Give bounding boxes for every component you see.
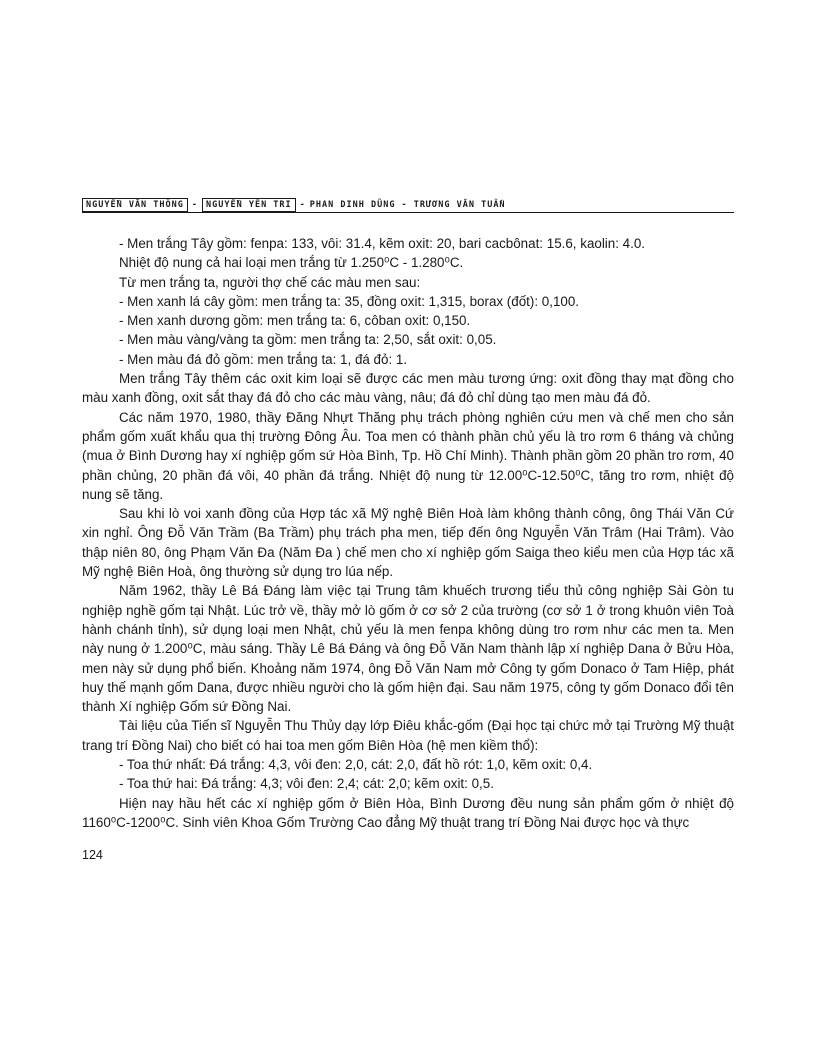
paragraph: - Men màu vàng/vàng ta gồm: men trắng ta: 2,50, sắt oxit: 0,05. [119,332,497,348]
paragraph: Năm 1962, thầy Lê Bá Đáng làm việc tại Trung tâm khuếch trương tiểu thủ công nghiệp Sài Gòn tu nghiệp nghề gốm tại Nhật. Lúc trở về, thầy mở lò gốm ở cơ sở 2 của trường (cơ sở 1 ở trong khuôn viên Toà hành chánh tỉnh), sử dụng loại men Nhật, chủ yếu là men fenpa không dùng tro rơm như các men ta. Men này nung ở 1.200⁰C, màu sáng. Thầy Lê Bá Đáng và ông Đỗ Văn Nam thành lập xí nghiệp Dana ở Bửu Hòa, men này sử dụng phổ biến. Khoảng năm 1974, ông Đỗ Văn Nam mở Công ty gốm Donaco ở Tam Hiệp, phát huy thế mạnh gốm Dana, được nhiều người cho là gốm hiện đại. Sau năm 1975, công ty gốm Donaco đổi tên thành Xí nghiệp Gốm sứ Đồng Nai. [82,583,734,715]
paragraph: - Men xanh lá cây gồm: men trắng ta: 35, đồng oxit: 1,315, borax (đốt): 0,100. [119,293,580,309]
running-header [82,198,732,212]
paragraph: Từ men trắng ta, người thợ chế các màu men sau: [119,274,421,290]
header-author-2: NGUYỄN YÊN TRI [202,198,296,212]
paragraph: - Toa thứ nhất: Đá trắng: 4,3, vôi đen: 2,0, cát: 2,0, đất hồ rót: 1,0, kẽm oxit: 0,4. [119,757,593,773]
header-separator: - [191,200,199,210]
paragraph: Các năm 1970, 1980, thầy Đăng Nhựt Thăng phụ trách phòng nghiên cứu men và chế men cho sản phẩm gốm xuất khẩu qua thị trường Đông Âu. Toa men có thành phần chủ yếu là tro rơm 6 tháng và chủng (mua ở Bình Dương hay xí nghiệp gốm sứ Hòa Bình, Tp. Hồ Chí Minh). Thành phần gồm 20 phần tro rơm, 40 phần chủng, 20 phần đá vôi, 40 phần đá trắng. Nhiệt độ nung từ 12.00⁰C-12.50⁰C, tăng tro rơm, nhiệt độ nung sẽ tăng. [82,409,734,502]
body-text [82,234,734,832]
paragraph: - Men trắng Tây gồm: fenpa: 133, vôi: 31.4, kẽm oxit: 20, bari cacbônat: 15.6, kaolin: 4.0. [119,236,646,251]
paragraph: Tài liệu của Tiến sĩ Nguyễn Thu Thủy dạy lớp Điêu khắc-gốm (Đại học tại chức mở tại Trường Mỹ thuật trang trí Đồng Nai) cho biết có hai toa men gốm Biên Hòa (hệ men kiềm thổ): [82,718,734,753]
paragraph: Hiện nay hầu hết các xí nghiệp gốm ở Biên Hòa, Bình Dương đều nung sản phẩm gốm ở nhiệt độ 1160⁰C-1200⁰C. Sinh viên Khoa Gốm Trường Cao đẳng Mỹ thuật trang trí Đồng Nai được học và thực [82,795,734,830]
paragraph: - Men xanh dương gồm: men trắng ta: 6, côban oxit: 0,150. [119,313,471,329]
header-author-1: NGUYỄN VĂN THÔNG [82,198,188,212]
paragraph: - Men màu đá đỏ gồm: men trắng ta: 1, đá đỏ: 1. [119,351,408,367]
header-author-3: PHAN DINH DŨNG - TRƯƠNG VĂN TUẤN [309,200,506,210]
page-number: 124 [82,848,103,862]
header-rule [82,212,734,213]
header-separator: - [299,200,306,210]
paragraph: Sau khi lò voi xanh đồng của Hợp tác xã Mỹ nghệ Biên Hoà làm không thành công, ông Thái Văn Cứ xin nghỉ. Ông Đỗ Văn Trầm (Ba Trầm) phụ trách pha men, tiếp đến ông Nguyễn Văn Trâm (Hai Trâm). Vào thập niên 80, ông Phạm Văn Đa (Năm Đa ) chế men cho xí nghiệp gốm Saiga theo kiểu men của Hợp tác xã Mỹ nghệ Biên Hoà, ông thường sử dụng tro lúa nếp. [82,506,734,580]
paragraph: - Toa thứ hai: Đá trắng: 4,3; vôi đen: 2,4; cát: 2,0; kẽm oxit: 0,5. [119,776,494,792]
paragraph: Nhiệt độ nung cả hai loại men trắng từ 1.250⁰C - 1.280⁰C. [119,255,464,271]
paragraph: Men trắng Tây thêm các oxit kim loại sẽ được các men màu tương ứng: oxit đồng thay mạt đồng cho màu xanh đồng, oxit sắt thay đá đỏ cho các màu vàng, nâu; đá đỏ chỉ dùng tạo men màu đá đỏ. [82,371,734,406]
